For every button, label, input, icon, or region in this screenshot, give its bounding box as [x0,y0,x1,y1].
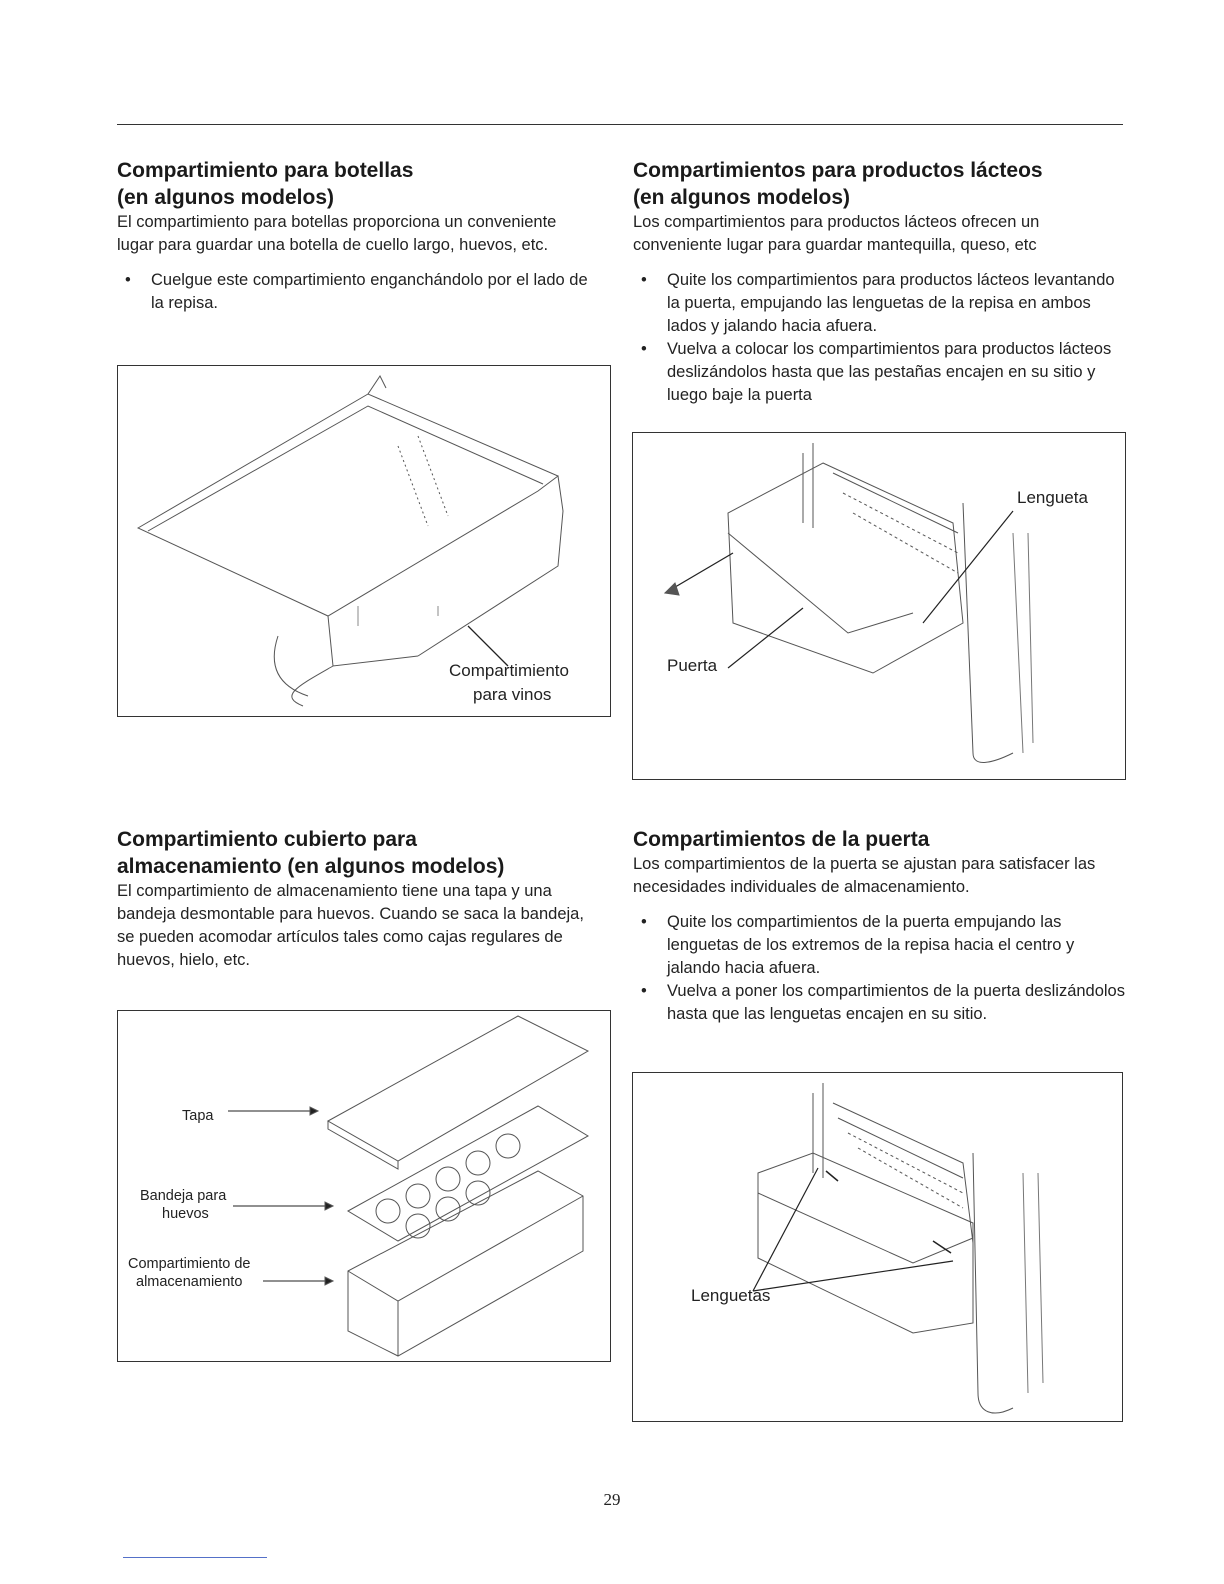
figure-dairy-compartment [632,432,1126,780]
section-body: El compartimiento para botellas proporciona un conveniente lugar para guardar una botella de cuello largo, huevos, etc. [117,213,557,254]
figure-label: Compartimiento [449,661,569,680]
section-title: Compartimiento para botellas (en algunos modelos) [117,159,414,209]
section-body: Los compartimientos de la puerta se ajustan para satisfacer las necesidades individuales de almacenamiento. [633,855,1096,896]
section-body: Los compartimientos para productos lácteos ofrecen un conveniente lugar para guardar mantequilla, queso, etc [633,213,1040,254]
section-bottle-compartment [117,157,597,315]
page-number: 29 [603,1490,621,1509]
figure-label-egg-tray: huevos [162,1206,209,1222]
footer-link-line [123,1557,267,1558]
figure-label: para vinos [473,685,552,704]
section-body: El compartimiento de almacenamiento tiene una tapa y una bandeja desmontable para huevos. Cuando se saca la bandeja, se pueden acomodar artículos tales como cajas regulares de huevos, hielo, etc. [117,882,584,969]
figure-wine-compartment [117,365,611,717]
figure-label-storage: almacenamiento [136,1274,243,1290]
section-door-compartments [633,826,1128,1026]
figure-label-door: Puerta [667,656,718,675]
top-rule [117,124,1123,125]
bullet-list [633,269,1128,407]
section-covered-storage [117,826,597,972]
figure-label-tab: Lengueta [1017,488,1088,507]
section-title: Compartimientos para productos lácteos (en algunos modelos) [633,159,1043,209]
section-dairy-compartment [633,157,1128,407]
list-item: • Cuelgue este compartimiento enganchándolo por el lado de la repisa. [125,271,588,312]
bullet-list [633,911,1128,1026]
list-item: • Vuelva a poner los compartimientos de la puerta deslizándolos hasta que las lenguetas encajen en su sitio. [641,982,1125,1023]
list-item: • Quite los compartimientos para productos lácteos levantando la puerta, empujando las lenguetas de la repisa en ambos lados y jalando hacia afuera. [641,271,1115,335]
list-item: • Vuelva a colocar los compartimientos para productos lácteos deslizándolos hasta que las pestañas encajen en su sitio y luego baje la puerta [641,340,1112,404]
figure-covered-storage [117,1010,611,1362]
bullet-list [117,269,597,315]
figure-label-lid: Tapa [182,1108,214,1124]
list-item: • Quite los compartimientos de la puerta empujando las lenguetas de los extremos de la repisa hacia el centro y jalando hacia afuera. [641,913,1075,977]
figure-door-compartments [632,1072,1123,1422]
figure-label-egg-tray: Bandeja para [140,1188,227,1204]
section-title: Compartimiento cubierto para almacenamiento (en algunos modelos) [117,828,505,878]
figure-label-tabs: Lenguetas [691,1286,771,1305]
section-title: Compartimientos de la puerta [633,828,930,851]
figure-label-storage: Compartimiento de [128,1256,251,1272]
